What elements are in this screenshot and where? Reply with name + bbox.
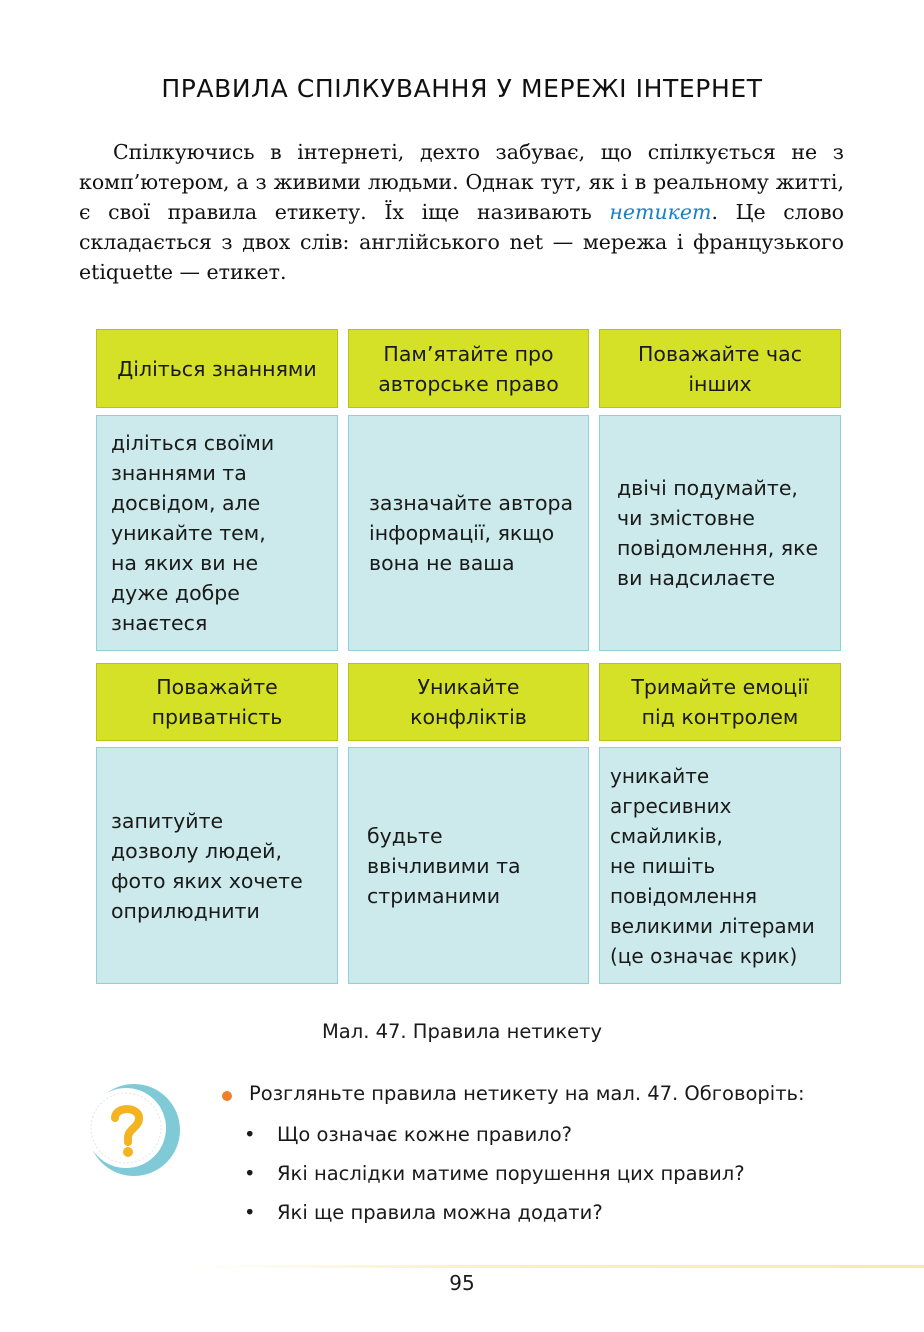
rule-text-respect-time <box>599 415 841 651</box>
rule-heading-label: Діліться знаннями <box>117 356 317 381</box>
rule-heading-label: Пам’ятайте про авторське право <box>378 341 559 396</box>
rule-text-privacy <box>96 747 338 984</box>
intro-text-end: . Це слово складається з двох слів: англійського net — мережа і французького etiquette — етикет. <box>79 200 844 284</box>
rule-text-avoid-conflicts <box>348 747 589 984</box>
orange-bullet-icon <box>222 1091 232 1101</box>
bullet-marker: • <box>244 1123 256 1146</box>
question-text: Які ще правила можна додати? <box>277 1201 603 1224</box>
rule-heading-copyright <box>348 329 589 408</box>
rule-heading-privacy <box>96 663 338 741</box>
figure-caption: Мал. 47. Правила нетикету <box>321 1020 603 1043</box>
rule-text: запитуйте дозволу людей, фото яких хочете оприлюднити <box>111 808 303 923</box>
rule-text: діліться своїми знаннями та досвідом, але уникайте тем, на яких ви не дуже добре знаєтеся <box>111 431 275 635</box>
page-number: 95 <box>449 1271 475 1295</box>
rule-text-control-emotions <box>599 747 841 984</box>
rule-text-share-knowledge <box>96 415 338 651</box>
rule-heading-control-emotions <box>599 663 841 741</box>
rule-text: зазначайте автора інформації, якщо вона не ваша <box>369 491 574 575</box>
rule-heading-label: Тримайте емоції під контролем <box>631 675 809 729</box>
rule-heading-label: Поважайте приватність <box>151 675 283 729</box>
term-netiquette: нетикет <box>609 200 712 224</box>
footer-divider <box>190 1265 924 1268</box>
page-title: ПРАВИЛА СПІЛКУВАННЯ У МЕРЕЖІ ІНТЕРНЕТ <box>161 74 763 103</box>
question-text: Що означає кожне правило? <box>277 1123 573 1146</box>
rule-heading-respect-time <box>599 329 841 408</box>
bullet-marker: • <box>244 1201 256 1224</box>
rule-heading-avoid-conflicts <box>348 663 589 741</box>
intro-paragraph <box>79 137 844 287</box>
rule-heading-label: Поважайте час інших <box>638 341 802 396</box>
task-lead: Розгляньте правила нетикету на мал. 47. Обговоріть: <box>249 1082 805 1105</box>
rule-heading-share-knowledge <box>96 329 338 408</box>
rule-text-copyright <box>348 415 589 651</box>
question-mark-icon <box>82 1080 182 1180</box>
rule-text: уникайте агресивних смайликів, не пишіть повідомлення великими літерами (це означає крик) <box>610 763 815 968</box>
question-text: Які наслідки матиме порушення цих правил? <box>277 1162 745 1185</box>
intro-text-start: Спілкуючись в інтернеті, дехто забуває, що спілкується не з комп’ютером, а з живими людьми. Однак тут, як і в реальному житті, є свої правила етикету. Їх іще називають <box>79 140 844 224</box>
rule-heading-label: Уникайте конфліктів <box>410 675 527 729</box>
bullet-marker: • <box>244 1162 256 1185</box>
rule-text: двічі подумайте, чи змістовне повідомлення, яке ви надсилаєте <box>617 476 819 590</box>
rule-text: будьте ввічливими та стриманими <box>367 823 521 908</box>
